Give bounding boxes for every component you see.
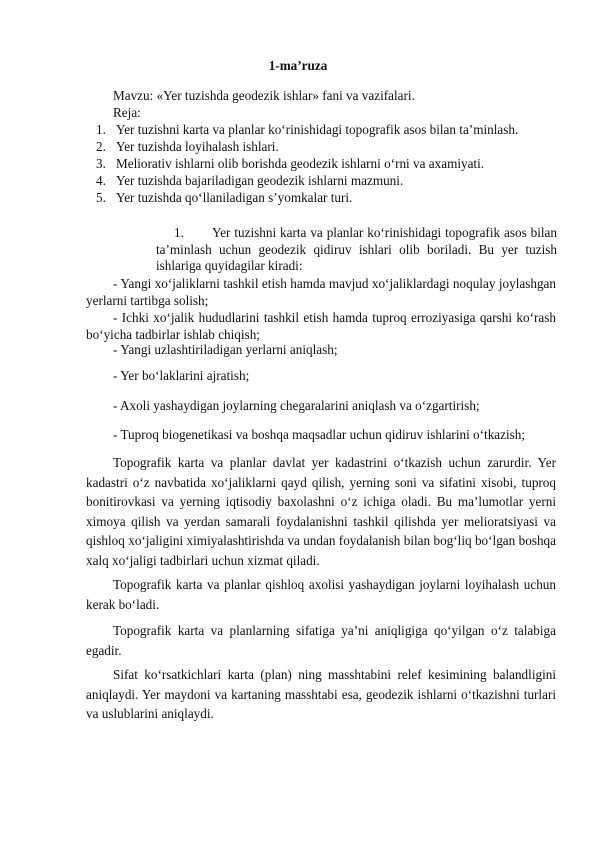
- plan-item-number: 5.: [96, 190, 106, 205]
- list-item: - Axoli yashaydigan joylarning chegaralarini aniqlash va o‘zgartirish;: [113, 398, 480, 413]
- plan-item-text: Yer tuzishda qo‘llaniladigan s’yomkalar turi.: [116, 190, 353, 205]
- plan-item: [96, 156, 484, 172]
- list-item: - Yangi uzlashtiriladigan yerlarni aniqlash;: [113, 342, 338, 357]
- plan-item-text: Meliorativ ishlarni olib borishda geodezik ishlarni o‘rni va axamiyati.: [116, 156, 485, 171]
- plan-item-number: 4.: [96, 173, 106, 188]
- list-item: - Tuproq biogenetikasi va boshqa maqsadlar uchun qidiruv ishlarini o‘tkazish;: [113, 427, 526, 442]
- plan-item-text: Yer tuzishni karta va planlar ko‘rinishidagi topografik asos bilan ta’minlash.: [116, 122, 519, 137]
- plan-item: [96, 139, 279, 155]
- plan-item: [96, 190, 352, 206]
- paragraph: [86, 453, 556, 570]
- plan-item-number: 3.: [96, 156, 106, 171]
- section-text: Yer tuzishni karta va planlar ko‘rinishidagi topografik asos bilan ta’minlash uchun geodezik qidiruv ishlari olib boriladi. Bu yer tuzish ishlariga quyidagilar kiradi:: [156, 225, 557, 273]
- section-number: 1.: [174, 225, 184, 240]
- list-item: [86, 309, 556, 343]
- paragraph-text: Sifat ko‘rsatkichlari karta (plan) ning masshtabini relef kesimining balandligini aniqlaydi. Yer maydoni va kartaning masshtabi esa, geodezik ishlarni o‘tkazishni turlari va uslublarini aniqlaydi.: [86, 667, 556, 721]
- paragraph: [86, 665, 556, 724]
- section-heading: [156, 225, 557, 275]
- plan-item-number: 1.: [96, 122, 106, 137]
- plan-item-text: Yer tuzishda bajariladigan geodezik ishlarni mazmuni.: [116, 173, 404, 188]
- list-item-text: - Yangi xo‘jaliklarni tashkil etish hamda mavjud xo‘jaliklardagi noqulay joylashgan yerlarni tartibga solish;: [86, 276, 556, 308]
- plan-item: [96, 122, 518, 138]
- plan-item-text: Yer tuzishda loyihalash ishlari.: [116, 139, 279, 154]
- list-item-text: - Ichki xo‘jalik hududlarini tashkil etish hamda tuproq erroziyasiga qarshi ko‘rash bo‘yicha tadbirlar ishlab chiqish;: [86, 310, 556, 342]
- page-title: 1-ma’ruza: [268, 58, 328, 73]
- plan-item-number: 2.: [96, 139, 106, 154]
- paragraph-text: Topografik karta va planlarning sifatiga ya’ni aniqligiga qo‘yilgan o‘z talabiga egadir.: [86, 623, 556, 658]
- paragraph: [86, 621, 556, 660]
- topic-line: Mavzu: «Yer tuzishda geodezik ishlar» fani va vazifalari.: [113, 88, 415, 103]
- paragraph: [86, 575, 556, 614]
- plan-label: Reja:: [113, 105, 141, 120]
- plan-item: [96, 173, 403, 189]
- paragraph-text: Topografik karta va planlar qishloq axolisi yashaydigan joylarni loyihalash uchun kerak bo‘ladi.: [86, 577, 556, 612]
- list-item: [86, 275, 556, 309]
- paragraph-text: Topografik karta va planlar davlat yer kadastrini o‘tkazish uchun zarurdir. Yer kadastri o‘z navbatida xo‘jaliklarni qayd qilish, yerning soni va sifatini xisobi, tuproq bonitirovkasi va yerning iqtisodiy baxolashni o‘z ichiga oladi. Bu ma’lumotlar yerni ximoya qilish va yerdan samarali foydalanishni tashkil qilishda yer melioratsiyasi va qishloq xo‘jaligini ximiyalashtirishda va undan foydalanish bilan bog‘liq bo‘lgan boshqa xalq xo‘jaligi tadbirlari uchun xizmat qiladi.: [86, 455, 556, 568]
- list-item: - Yer bo‘laklarini ajratish;: [113, 368, 250, 383]
